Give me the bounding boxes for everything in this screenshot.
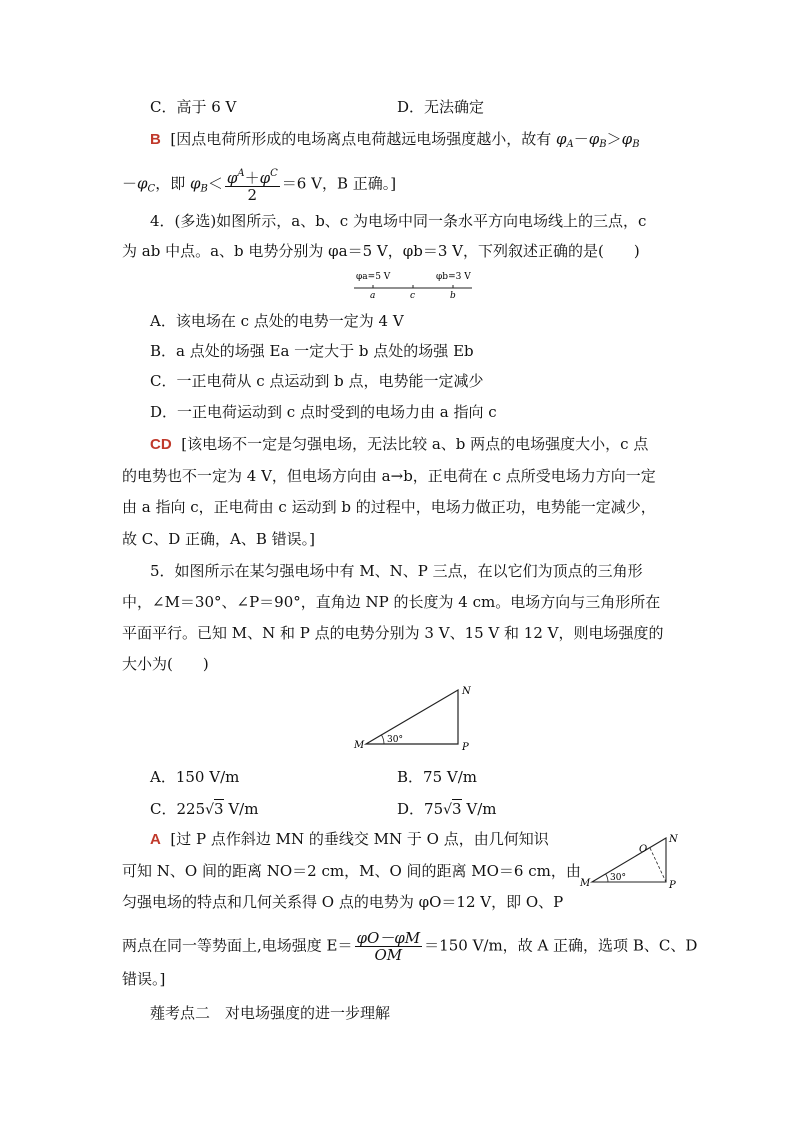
q3-exp-c: ＝6 V，B 正确。] bbox=[281, 174, 397, 193]
q4-fig-phi-a: φa=5 V bbox=[356, 272, 391, 282]
q5-stem-line3: 平面平行。已知 M、N 和 P 点的电势分别为 3 V、15 V 和 12 V，则电场强度的 bbox=[122, 624, 664, 642]
q4-answer: CD bbox=[150, 436, 172, 453]
q3-option-d: D．无法确定 bbox=[397, 98, 485, 116]
q5-label-p: P bbox=[462, 742, 469, 753]
q4-explanation-line1 bbox=[150, 433, 648, 456]
q5-option-b: B．75 V/m bbox=[397, 768, 477, 786]
q4-stem-line2: 为 ab 中点。a、b 电势分别为 φa＝5 V，φb＝3 V，下列叙述正确的是( ) bbox=[122, 242, 640, 260]
q5-option-c-unit: V/m bbox=[223, 800, 259, 818]
q5-explanation-figure bbox=[576, 830, 684, 890]
q3-option-c: C．高于 6 V bbox=[150, 98, 237, 116]
q4-explanation-line2: 的电势也不一定为 4 V，但电场方向由 a→b，正电荷在 c 点所受电场力方向一定 bbox=[122, 467, 656, 485]
q5-explanation-line3: 匀强电场的特点和几何关系得 O 点的电势为 φO＝12 V，即 O、P bbox=[122, 893, 564, 911]
q3-answer: B bbox=[150, 131, 161, 148]
q4-field-line-figure bbox=[350, 268, 480, 302]
q5-exp4-b: ＝150 V/m，故 A 正确，选项 B、C、D bbox=[424, 936, 698, 955]
q5-exp-label-m: M bbox=[580, 878, 591, 889]
q5-exp-label-o: O bbox=[639, 844, 648, 855]
q5-label-n: N bbox=[462, 686, 471, 697]
q5-exp-label-p: P bbox=[669, 880, 676, 890]
q5-explanation-line1 bbox=[150, 828, 549, 851]
q5-option-d-radicand: 3 bbox=[452, 800, 462, 818]
q5-exp-triangle bbox=[592, 838, 666, 882]
q5-triangle bbox=[366, 690, 458, 744]
q4-fig-c: c bbox=[410, 291, 416, 301]
q4-exp1: [该电场不一定是匀强电场，无法比较 a、b 两点的电场强度大小，c 点 bbox=[181, 435, 649, 453]
q4-option-c: C．一正电荷从 c 点运动到 b 点，电势能一定减少 bbox=[150, 372, 484, 390]
q4-option-b: B．a 点处的场强 Ea 一定大于 b 点处的场强 Eb bbox=[150, 342, 474, 360]
q3-fraction: $\frac{\varphi^A+\varphi^C}{2}$ bbox=[226, 168, 278, 204]
q3-explanation-line1: B [因点电荷所形成的电场离点电荷越远电场强度越小，故有 $\varphi_A-\varphi_B>\varphi_B$ bbox=[150, 130, 640, 150]
q4-fig-a: a bbox=[370, 291, 376, 301]
q5-option-c-radicand: 3 bbox=[214, 800, 224, 818]
q4-fig-b: b bbox=[450, 291, 456, 301]
q5-option-d-unit: V/m bbox=[461, 800, 497, 818]
q5-exp-label-n: N bbox=[669, 834, 678, 845]
q5-stem-line4: 大小为( ) bbox=[122, 655, 209, 673]
q3-exp-b: ，即 bbox=[155, 174, 190, 193]
q5-exp4-numerator: φO－φM bbox=[356, 929, 421, 947]
q5-explanation-line4 bbox=[122, 930, 697, 963]
q5-exp-perpendicular bbox=[650, 848, 666, 882]
q4-stem-line1: 4．(多选)如图所示，a、b、c 为电场中同一条水平方向电场线上的三点，c bbox=[150, 212, 647, 230]
q5-stem-line1: 5．如图所示在某匀强电场中有 M、N、P 三点，在以它们为顶点的三角形 bbox=[150, 562, 643, 580]
q5-explanation-line5: 错误。] bbox=[122, 970, 166, 988]
q4-explanation-line3: 由 a 指向 c，正电荷由 c 运动到 b 的过程中，电场力做正功，电势能一定减少， bbox=[122, 498, 656, 516]
q5-exp4-fraction bbox=[355, 930, 423, 963]
q5-label-m: M bbox=[354, 740, 365, 751]
q5-option-d: D．75√3 V/m bbox=[397, 800, 497, 818]
q5-exp4-a: 两点在同一等势面上,电场强度 E＝ bbox=[122, 936, 353, 955]
q5-answer: A bbox=[150, 831, 161, 848]
q5-angle-label: 30° bbox=[387, 735, 403, 745]
q5-stem-line2: 中，∠M＝30°、∠P＝90°，直角边 NP 的长度为 4 cm。电场方向与三角形所在 bbox=[122, 593, 661, 611]
q4-explanation-line4: 故 C、D 正确，A、B 错误。] bbox=[122, 530, 316, 548]
section-heading: 薤考点二 对电场强度的进一步理解 bbox=[150, 1004, 391, 1022]
q4-fig-phi-b: φb=3 V bbox=[436, 272, 471, 282]
q5-option-a: A．150 V/m bbox=[150, 768, 240, 786]
q5-option-c: C．225√3 V/m bbox=[150, 800, 259, 818]
q5-exp-angle-label: 30° bbox=[610, 873, 626, 883]
q5-exp-angle-arc bbox=[606, 874, 608, 882]
q5-triangle-figure bbox=[350, 682, 480, 754]
q5-angle-arc bbox=[382, 735, 385, 744]
q5-exp4-denominator: OM bbox=[374, 946, 403, 964]
q3-explanation-line2: $-\varphi_C$，即 $\varphi_B<$ $\frac{\varphi^A+\varphi^C}{2}$ ＝6 V，B 正确。] bbox=[122, 168, 397, 204]
q3-exp-a: [因点电荷所形成的电场离点电荷越远电场强度越小，故有 bbox=[170, 130, 557, 148]
q5-option-d-value: D．75 bbox=[397, 800, 444, 818]
q5-explanation-line2: 可知 N、O 间的距离 NO＝2 cm，M、O 间的距离 MO＝6 cm，由 bbox=[122, 862, 581, 880]
q5-option-c-value: C．225 bbox=[150, 800, 206, 818]
q4-option-a: A．该电场在 c 点处的电势一定为 4 V bbox=[150, 312, 404, 330]
q4-option-d: D．一正电荷运动到 c 点时受到的电场力由 a 指向 c bbox=[150, 403, 497, 421]
q5-exp1: [过 P 点作斜边 MN 的垂线交 MN 于 O 点，由几何知识 bbox=[170, 830, 549, 848]
